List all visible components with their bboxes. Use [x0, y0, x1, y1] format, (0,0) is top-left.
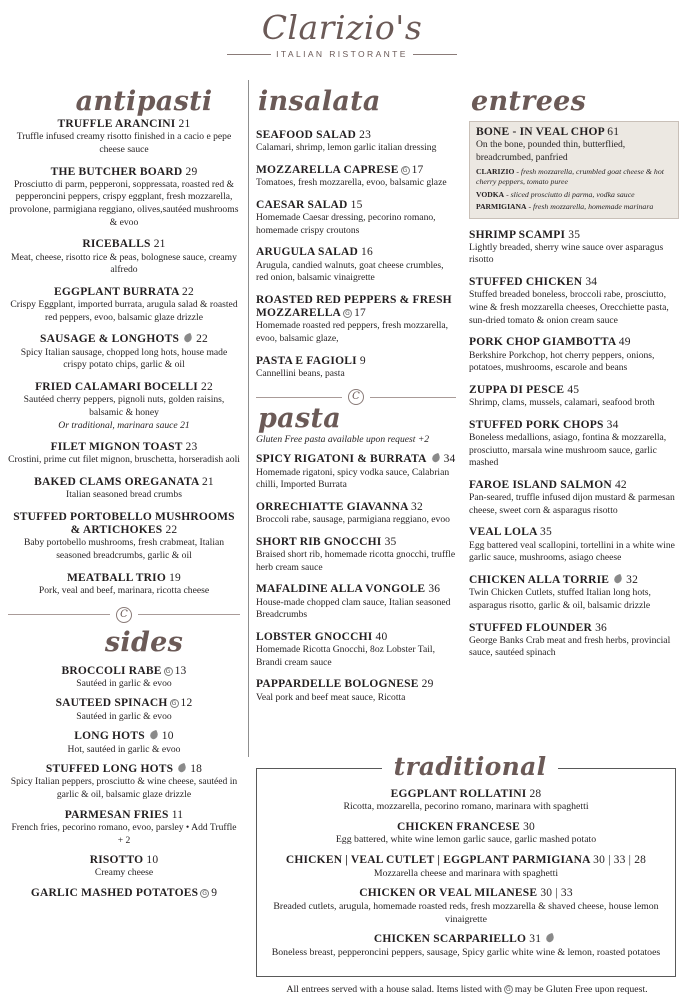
column-divider: [248, 80, 249, 757]
item-price: 18: [190, 763, 203, 776]
menu-item: [469, 336, 679, 375]
variation: [476, 167, 672, 188]
item-name: TRUFFLE ARANCINI: [57, 118, 176, 130]
item-price: 17: [411, 163, 424, 176]
menu-item: [8, 441, 240, 467]
item-name: BROCCOLI RABE: [61, 664, 162, 677]
item-price: 32: [411, 500, 423, 513]
item-price: 11: [171, 808, 184, 821]
menu-item: [8, 697, 240, 723]
gluten-free-icon: G: [200, 889, 209, 898]
item-price: 13: [174, 664, 187, 677]
item-description: Pork, veal and beef, marinara, ricotta cheese: [38, 584, 210, 596]
item-name: CHICKEN ALLA TORRIE: [469, 573, 610, 586]
item-price: 34: [585, 276, 598, 289]
item-description: Twin Chicken Cutlets, stuffed Italian long hots, asparagus risotto, garlic & oil, balsamic drizzle: [469, 587, 651, 611]
brand-subtitle-row: [0, 49, 684, 59]
menu-item: [262, 933, 670, 959]
item-name: SHRIMP SCAMPI: [469, 228, 566, 241]
divider: [256, 397, 342, 398]
footer-text: All entrees served with a house salad. Items listed with: [286, 984, 502, 995]
item-price: 30 | 33: [540, 887, 573, 900]
menu-item: [262, 854, 670, 880]
menu-item: [469, 276, 679, 327]
item-description: Prosciutto di parm, pepperoni, soppressata, roasted red & pepperoncini peppers, crispy eggplant, fresh mozzarella, provolone, parmigiana reggiano, olives,sautéed mushrooms & evoo: [9, 178, 239, 228]
item-name: VEAL LOLA: [469, 526, 537, 539]
variation-label: CLARIZIO: [476, 166, 515, 176]
item-name: ARUGULA SALAD: [256, 246, 358, 259]
entrees-list: [469, 229, 679, 660]
menu-item: [256, 631, 456, 670]
item-name: CAESAR SALAD: [256, 198, 348, 211]
item-price: 28: [529, 788, 542, 800]
section-title-entrees: entrees: [471, 86, 587, 117]
menu-item: [262, 788, 670, 814]
variation-label: PARMIGIANA: [476, 202, 527, 212]
left-column: [8, 88, 240, 909]
section-title-traditional: traditional: [388, 752, 553, 781]
menu-item: [256, 453, 456, 492]
menu-item: [256, 536, 456, 575]
divider: [138, 614, 240, 615]
menu-item: [469, 479, 679, 518]
item-price: 22: [165, 524, 178, 537]
item-price: 15: [350, 198, 363, 211]
item-price: 45: [567, 383, 580, 396]
pepper-icon: [545, 933, 555, 943]
menu-item: [256, 583, 456, 622]
item-price: 34: [443, 453, 456, 466]
variation: [476, 190, 672, 201]
item-description: Calamari, shrimp, lemon garlic italian dressing: [256, 142, 437, 154]
restaurant-logo: Clarizio's: [261, 8, 423, 47]
item-price: 10: [146, 854, 159, 867]
variation-label: VODKA: [476, 189, 505, 199]
sides-list: [8, 665, 240, 901]
menu-item: [8, 809, 240, 848]
item-name: ZUPPA DI PESCE: [469, 383, 565, 396]
pepper-icon: [183, 333, 193, 343]
item-price: 61: [607, 126, 620, 138]
pepper-icon: [430, 453, 440, 463]
item-name: EGGPLANT BURRATA: [54, 285, 179, 298]
item-price: 35: [384, 535, 397, 548]
item-description: George Banks Crab meat and fresh herbs, provincial sauce, sautéed spinach: [469, 634, 671, 659]
menu-item: [8, 381, 240, 432]
variation: [476, 202, 672, 213]
traditional-list: [262, 788, 670, 967]
item-description: Creamy cheese: [94, 867, 154, 879]
item-name: STUFFED FLOUNDER: [469, 621, 593, 634]
item-description: Homemade Ricotta Gnocchi, 8oz Lobster Tail, Brandi cream sauce: [256, 644, 435, 668]
menu-item: [256, 294, 456, 346]
item-price: 36: [428, 583, 441, 596]
item-price: 23: [185, 441, 198, 454]
item-price: 36: [595, 621, 607, 634]
item-name: LOBSTER GNOCCHI: [256, 630, 373, 643]
item-price: 22: [196, 333, 208, 346]
gluten-free-icon: G: [343, 309, 352, 318]
item-description: Homemade rigatoni, spicy vodka sauce, Calabrian chilli, Imported Burrata: [256, 466, 450, 491]
item-price: 10: [161, 730, 174, 743]
item-description: House-made chopped clam sauce, Italian seasoned Breadcrumbs: [256, 596, 451, 621]
insalata-list: [256, 129, 456, 380]
gluten-free-note: Gluten Free pasta available upon request +2: [256, 434, 430, 446]
item-name: STUFFED LONG HOTS: [45, 763, 174, 776]
menu-item: [256, 199, 456, 238]
item-description: Sautéed in garlic & evoo: [76, 710, 172, 722]
item-description: Arugula, candied walnuts, goat cheese crumbles, red onion, balsamic vinaigrette: [256, 259, 444, 284]
antipasti-list: [8, 118, 240, 598]
item-description: Ricotta, mozzarella, pecorino romano, marinara with spaghetti: [343, 801, 589, 813]
item-description: Crostini, prime cut filet mignon, bruschetta, horseradish aoli: [8, 454, 240, 466]
item-name: SAUTEED SPINACH: [55, 697, 168, 710]
item-price: 30: [523, 821, 535, 834]
item-description: Pan-seared, truffle infused dijon mustard & parmesan cheese, sweet corn & asparagus risotto: [469, 492, 675, 516]
item-description: Broccoli rabe, sausage, parmigiana reggiano, evoo: [256, 514, 450, 526]
item-price: 21: [178, 118, 191, 130]
menu-item: [469, 526, 679, 565]
item-description: Italian seasoned bread crumbs: [66, 489, 182, 501]
item-price: 21: [153, 238, 166, 251]
item-name: FILET MIGNON TOAST: [50, 441, 183, 454]
gluten-free-icon: G: [170, 699, 179, 708]
brand-header: [0, 8, 684, 59]
variation-description: - fresh mozzarella, homemade marinara: [528, 202, 654, 212]
item-name: FAROE ISLAND SALMON: [469, 478, 612, 491]
item-price: 23: [359, 129, 372, 141]
item-name: BAKED CLAMS OREGANATA: [34, 476, 199, 489]
item-description: Crispy Eggplant, imported burrata, arugula salad & roasted red peppers, evoo, balsamic glaze drizzle: [10, 299, 238, 323]
item-name: BONE - IN VEAL CHOP: [476, 126, 605, 138]
menu-item: [8, 476, 240, 502]
item-price: 34: [606, 418, 619, 431]
item-price: 30 | 33 | 28: [593, 854, 647, 867]
menu-item: [256, 355, 456, 381]
traditional-title-wrap: [0, 754, 684, 780]
item-description: Shrimp, clams, mussels, calamari, seafood broth: [469, 397, 655, 409]
item-description: Stuffed breaded boneless, broccoli rabe, prosciutto, wine & fresh mozzarella cheeses, Orecchiette pasta, sun-dried tomato & onion cream sauce: [469, 289, 669, 326]
menu-item: [469, 622, 679, 661]
footer-note: [252, 984, 682, 995]
divider: [227, 54, 271, 55]
menu-item: [8, 730, 240, 756]
item-description: Spicy Italian peppers, prosciutto & wine cheese, sautéed in garlic & oil, balsamic glaze drizzle: [10, 776, 238, 801]
item-price: 22: [182, 285, 194, 298]
item-price: 9: [211, 887, 218, 900]
item-name: STUFFED CHICKEN: [469, 276, 583, 289]
section-title-insalata: insalata: [258, 86, 381, 117]
pasta-list: [256, 453, 456, 704]
footer-text: may be Gluten Free upon request.: [514, 984, 648, 995]
menu-item: [256, 164, 456, 190]
item-description: Sautéed in garlic & evoo: [76, 677, 172, 689]
item-description: Veal pork and beef meat sauce, Ricotta: [256, 691, 406, 703]
item-description: Breaded cutlets, arugula, homemade roasted reds, fresh mozzarella & shaved cheese, house lemon vinaigrette: [273, 900, 659, 925]
item-description: Boneless medallions, asiago, fontina & mozzarella, prosciutto, marsala wine mushroom sauce, garlic mashed: [469, 431, 667, 469]
item-description: Homemade roasted red peppers, fresh mozzarella, evoo, balsamic glaze,: [256, 320, 449, 344]
section-title-pasta: pasta: [258, 403, 342, 435]
item-price: 22: [201, 380, 213, 393]
gluten-free-icon: G: [504, 985, 513, 994]
item-price: 35: [568, 228, 581, 241]
item-name: PORK CHOP GIAMBOTTA: [469, 336, 616, 349]
menu-item: [256, 129, 456, 155]
item-name: SHORT RIB GNOCCHI: [256, 535, 382, 548]
item-name: RICEBALLS: [82, 238, 151, 251]
menu-item: [8, 572, 240, 598]
pepper-icon: [613, 574, 623, 584]
item-name: ROASTED RED PEPPERS & FRESH MOZZARELLA: [256, 293, 452, 320]
item-name: PAPPARDELLE BOLOGNESE: [256, 678, 419, 691]
menu-item: [8, 887, 240, 900]
item-price: 12: [180, 697, 193, 710]
item-price: 16: [361, 246, 373, 259]
variation-description: - sliced prosciutto di parma, vodka sauce: [506, 189, 635, 199]
menu-item: [256, 246, 456, 285]
section-divider: [8, 607, 240, 623]
item-name: MEATBALL TRIO: [67, 571, 166, 584]
menu-item: [8, 166, 240, 230]
item-price: 35: [540, 526, 552, 539]
item-description: Homemade Caesar dressing, pecorino romano, homemade crispy croutons: [256, 211, 436, 236]
gluten-free-icon: G: [164, 667, 173, 676]
menu-item: [262, 821, 670, 847]
menu-item: [469, 419, 679, 470]
divider: [8, 614, 110, 615]
medallion-icon: C: [348, 389, 364, 405]
menu-item: [256, 678, 456, 704]
divider: [370, 397, 456, 398]
item-name: THE BUTCHER BOARD: [50, 165, 183, 178]
menu-item: [8, 238, 240, 277]
menu-item: [262, 887, 670, 926]
right-column: [469, 88, 679, 669]
item-name: SEAFOOD SALAD: [256, 129, 357, 141]
item-description: Spicy Italian sausage, chopped long hots, house made crispy potato chips, garlic & oil: [20, 346, 228, 371]
item-name: PARMESAN FRIES: [64, 808, 169, 821]
section-title-antipasti: antipasti: [75, 86, 213, 117]
item-description: Sautéed cherry peppers, pignoli nuts, golden raisins, balsamic & honey: [23, 394, 225, 418]
brand-subtitle: ITALIAN RISTORANTE: [276, 49, 408, 59]
item-description: Cannellini beans, pasta: [256, 367, 345, 379]
menu-item: [8, 665, 240, 691]
item-price: 31: [529, 933, 542, 946]
item-name: CHICKEN FRANCESE: [397, 821, 521, 834]
item-name: LONG HOTS: [74, 730, 145, 743]
item-name: CHICKEN | VEAL CUTLET | EGGPLANT PARMIGIANA: [285, 854, 591, 867]
item-price: 29: [185, 165, 198, 178]
menu-item: [8, 286, 240, 325]
item-price: 32: [626, 573, 639, 586]
menu-item: [469, 229, 679, 268]
item-name: MAFALDINE ALLA VONGOLE: [256, 583, 426, 596]
traditional-title-bg: [382, 754, 559, 780]
gluten-free-icon: G: [401, 166, 410, 175]
item-price: 21: [201, 476, 214, 489]
item-name: STUFFED PORK CHOPS: [469, 418, 604, 431]
item-description: Meat, cheese, risotto rice & peas, bolognese sauce, creamy alfredo: [11, 251, 237, 276]
item-name: CHICKEN OR VEAL MILANESE: [359, 887, 538, 900]
item-price: 49: [618, 336, 631, 349]
item-name: GARLIC MASHED POTATOES: [30, 887, 199, 900]
item-description: Egg battered veal scallopini, tortellini in a white wine garlic sauce, mushrooms, asiago cheese: [469, 539, 675, 564]
menu-item: [469, 384, 679, 410]
spacer: [256, 121, 456, 129]
item-alternative: Or traditional, marinara sauce 21: [58, 419, 190, 431]
item-description: Baby portobello mushrooms, fresh crabmeat, Italian seasoned breadcrumbs, garlic & oil: [23, 537, 225, 561]
item-description: French fries, pecorino romano, evoo, parsley • Add Truffle + 2: [11, 821, 237, 846]
item-name: SAUSAGE & LONGHOTS: [40, 333, 180, 346]
variation-description: - fresh mozzarella, crumbled goat cheese & hot cherry peppers, tomato puree: [476, 166, 664, 187]
item-name: ORRECHIATTE GIAVANNA: [256, 500, 408, 513]
featured-item-box: [469, 121, 679, 219]
item-description: Lightly breaded, sherry wine sauce over asparagus risotto: [469, 241, 664, 266]
item-description: Mozzarella cheese and marinara with spaghetti: [373, 867, 559, 879]
item-description: Braised short rib, homemade ricotta gnocchi, truffle herb cream sauce: [256, 549, 456, 573]
menu-item: [8, 511, 240, 563]
item-description: Egg battered, white wine lemon garlic sauce, garlic mashed potato: [335, 834, 597, 846]
item-description: On the bone, pounded thin, butterflied, breadcrumbed, panfried: [476, 139, 626, 163]
item-description: Truffle infused creamy risotto finished in a cacio e pepe cheese sauce: [16, 131, 232, 155]
item-name: FRIED CALAMARI BOCELLI: [35, 380, 198, 393]
item-name: STUFFED PORTOBELLO MUSHROOMS & ARTICHOKES: [13, 510, 235, 537]
menu-item: [256, 501, 456, 527]
item-description: Hot, sautéed in garlic & evoo: [67, 743, 181, 755]
item-name: MOZZARELLA CAPRESE: [256, 163, 399, 176]
item-price: 9: [359, 354, 366, 367]
item-description: Berkshire Porkchop, hot cherry peppers, onions, potatoes, mushrooms, escarole and beans: [469, 349, 655, 374]
medallion-icon: C: [116, 607, 132, 623]
item-name: RISOTTO: [89, 854, 144, 867]
item-name: SPICY RIGATONI & BURRATA: [256, 453, 427, 466]
item-name: EGGPLANT ROLLATINI: [390, 788, 527, 800]
menu-item: [8, 854, 240, 880]
item-description: Boneless breast, pepperoncini peppers, sausage, Spicy garlic white wine & lemon, roasted potatoes: [271, 946, 661, 958]
item-price: 29: [421, 678, 434, 691]
item-description: Tomatoes, fresh mozzarella, evoo, balsamic glaze: [256, 177, 447, 189]
menu-item: [8, 333, 240, 372]
pepper-icon: [149, 730, 159, 740]
section-title-sides: sides: [104, 626, 184, 658]
menu-item: [469, 574, 679, 613]
item-price: 42: [614, 478, 627, 491]
item-name: PASTA E FAGIOLI: [256, 354, 357, 367]
item-price: 40: [375, 630, 388, 643]
menu-item: [8, 118, 240, 157]
item-name: CHICKEN SCARPARIELLO: [373, 933, 527, 946]
divider: [413, 54, 457, 55]
item-price: 17: [354, 307, 366, 320]
middle-column: [256, 88, 456, 713]
item-price: 19: [169, 571, 181, 584]
